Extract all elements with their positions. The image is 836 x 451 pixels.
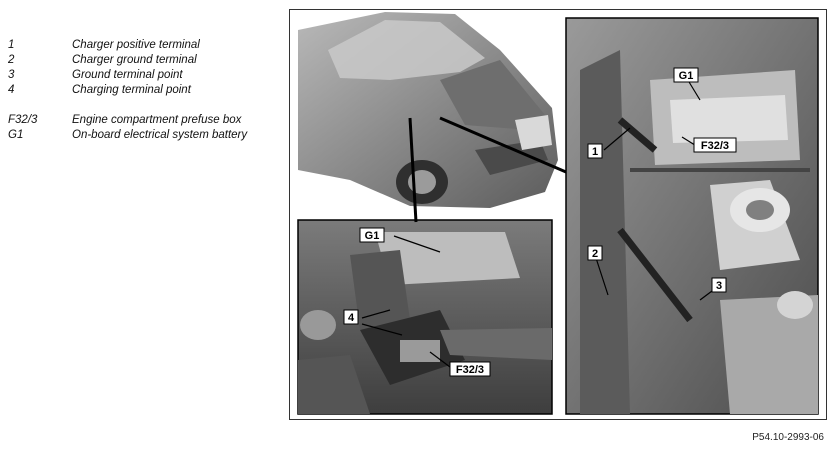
callout-label: F32/3 — [455, 364, 485, 376]
legend-description: Charging terminal point — [72, 84, 191, 96]
callout-label: 3 — [715, 280, 723, 292]
legend-description: On-board electrical system battery — [72, 129, 248, 141]
callout-three — [712, 278, 726, 292]
callout-two — [588, 246, 602, 260]
legend-key: F32/3 — [8, 114, 38, 126]
callout-label: F32/3 — [700, 140, 730, 152]
callout-label: 4 — [347, 312, 355, 324]
legend-description: Charger ground terminal — [72, 54, 197, 66]
callout-one — [588, 144, 602, 158]
legend-key: 1 — [8, 39, 15, 51]
legend-item — [8, 38, 283, 53]
callout-label: 1 — [591, 146, 599, 158]
legend-item — [8, 113, 283, 128]
callout-four — [344, 310, 358, 324]
car-overview-image — [290, 10, 562, 222]
legend-item — [8, 68, 283, 83]
legend-item — [8, 53, 283, 68]
legend-key: G1 — [8, 129, 24, 141]
callout-f32-main — [694, 138, 736, 152]
callout-f32-inset — [450, 362, 490, 376]
callout-g1-main — [674, 68, 698, 82]
legend-key: 3 — [8, 69, 15, 81]
callout-label: 2 — [591, 248, 599, 260]
callout-g1-inset — [360, 228, 384, 242]
legend-item — [8, 83, 283, 98]
legend-key: 2 — [8, 54, 15, 66]
callout-label: G1 — [364, 230, 380, 242]
illustration-svg — [290, 10, 826, 419]
illustration-figure — [289, 9, 827, 420]
legend-key: 4 — [8, 84, 15, 96]
legend-description: Ground terminal point — [72, 69, 183, 81]
legend-description: Charger positive terminal — [72, 39, 200, 51]
legend-item — [8, 128, 283, 143]
callout-label: G1 — [678, 70, 694, 82]
legend-description: Engine compartment prefuse box — [72, 114, 242, 126]
battery-detail-image — [298, 220, 552, 414]
legend-spacer — [8, 98, 283, 113]
figure-reference-caption: P54.10-2993-06 — [752, 432, 824, 443]
legend — [8, 38, 283, 143]
